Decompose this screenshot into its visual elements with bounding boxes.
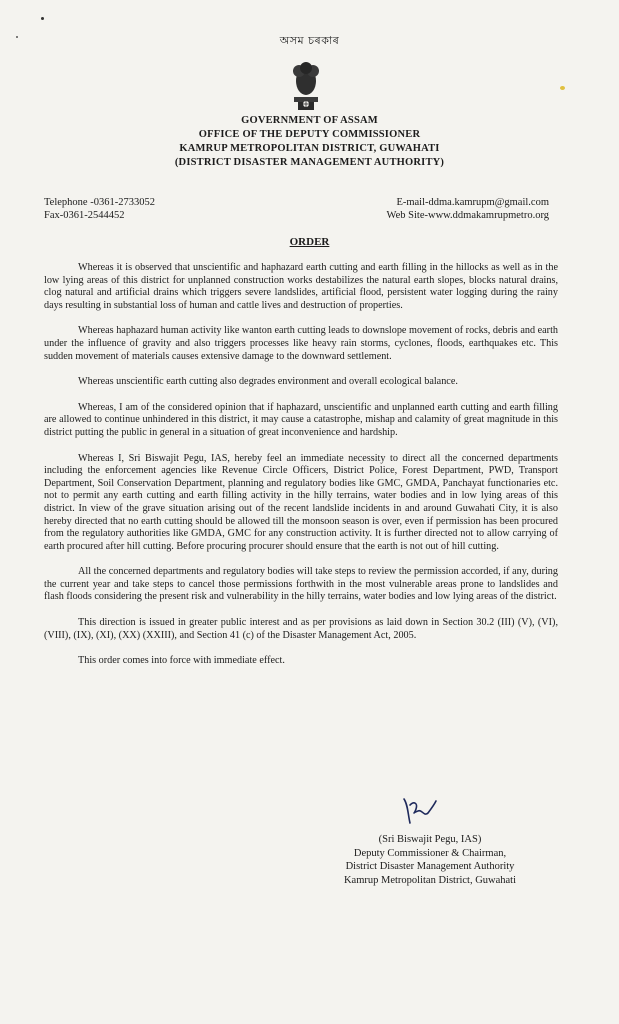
paragraph: Whereas I, Sri Biswajit Pegu, IAS, hereby feel an immediate necessity to direct all the concerned departments including the enforcement agencies like Revenue Circle Officers, District Police, Forest Department, PWD, Transport Department, Soil Conservation Department, planning and regulatory bodies like GMC, GMDA, Panchayat functionaries etc. not to permit any earth cutting and earth filling activity in the hilly terrains, water bodies and in low lying areas of this district. In view of the grave situation arising out of the recent landslide incidents in and around Guwahati City, it is also hereby directed that no earth cutting should be allowed till the monsoon season is over, even if permission has been procured from the regulatory authorities like GMDA, GMC for any construction activity. It is further directed not to allow carrying of earth procured after hill cutting. Before procuring procurer should ensure that the earth is not out of hill cutting. (44, 452, 558, 552)
signatory-name: (Sri Biswajit Pegu, IAS) (378, 834, 482, 845)
order-body (44, 262, 558, 681)
order-title: ORDER (289, 236, 330, 248)
email: E-mail-ddma.kamrupm@gmail.com (396, 197, 549, 208)
assamese-header: অসম চৰকাৰ (279, 34, 340, 47)
paragraph: This order comes into force with immediate effect. (78, 655, 285, 667)
ink-speck (560, 86, 565, 90)
contact-phone-fax (44, 196, 155, 222)
contact-email-web (387, 196, 549, 222)
signatory-designation: Deputy Commissioner & Chairman, (353, 847, 507, 859)
paragraph: Whereas, I am of the considered opinion that if haphazard, unscientific and unplanned earth cutting and earth filling are allowed to continue unhindered in this district, it may cause a catastrophe, mishap and calamity of great magnitude in this district putting the public in general in a situation of great inconvenience and hardship. (44, 401, 558, 438)
national-emblem-icon (284, 57, 328, 113)
signatory-organization: District Disaster Management Authority (345, 861, 515, 872)
website: Web Site-www.ddmakamrupmetro.org (386, 210, 549, 221)
office-name: OFFICE OF THE DEPUTY COMMISSIONER (198, 129, 421, 140)
fax: Fax-0361-2544452 (44, 210, 125, 221)
telephone: Telephone -0361-2733052 (44, 197, 155, 208)
district-name: KAMRUP METROPOLITAN DISTRICT, GUWAHATI (179, 143, 440, 154)
paragraph: Whereas haphazard human activity like wanton earth cutting leads to downslope movement of rocks, debris and earth under the influence of gravity and also triggers processes like heavy rain storms, cyclones, floods, earthquakes etc. This sudden movement of materials causes extensive damage to the downward settlement. (44, 325, 558, 362)
letterhead (0, 114, 619, 170)
ink-speck (41, 17, 44, 20)
paragraph: This direction is issued in greater public interest and as per provisions as laid down in Section 30.2 (III) (V), (VI), (VIII), (IX), (XI), (XX) (XXIII), and Section 41 (c) of the Disaster Management Act, 2005. (44, 617, 558, 641)
government-name: GOVERNMENT OF ASSAM (241, 115, 378, 126)
paragraph: All the concerned departments and regulatory bodies will take steps to review the permission accorded, if any, during the current year and take steps to cancel those permissions forthwith in the most vulnerable areas prone to landslides and flash floods considering the present risk and vulnerability in the hilly terrains, water bodies and low lying areas of the district. (44, 566, 558, 603)
authority-name: (DISTRICT DISASTER MANAGEMENT AUTHORITY) (174, 157, 445, 168)
paragraph: Whereas unscientific earth cutting also degrades environment and overall ecological balance. (78, 376, 458, 388)
paragraph: Whereas it is observed that unscientific and haphazard earth cutting and earth filling in the hillocks as well as in the low lying areas of this district for unplanned construction works destabilizes the natural earth slopes, blocks natural drains, clog natural and artificial drains which triggers severe landslides, artificial flood, persistent water logging during the rainy days resulting in substantial loss of human and cattle lives and destruction of properties. (44, 262, 558, 311)
handwritten-signature-icon (400, 795, 440, 827)
signature-block (330, 833, 530, 887)
signatory-location: Kamrup Metropolitan District, Guwahati (343, 874, 517, 886)
